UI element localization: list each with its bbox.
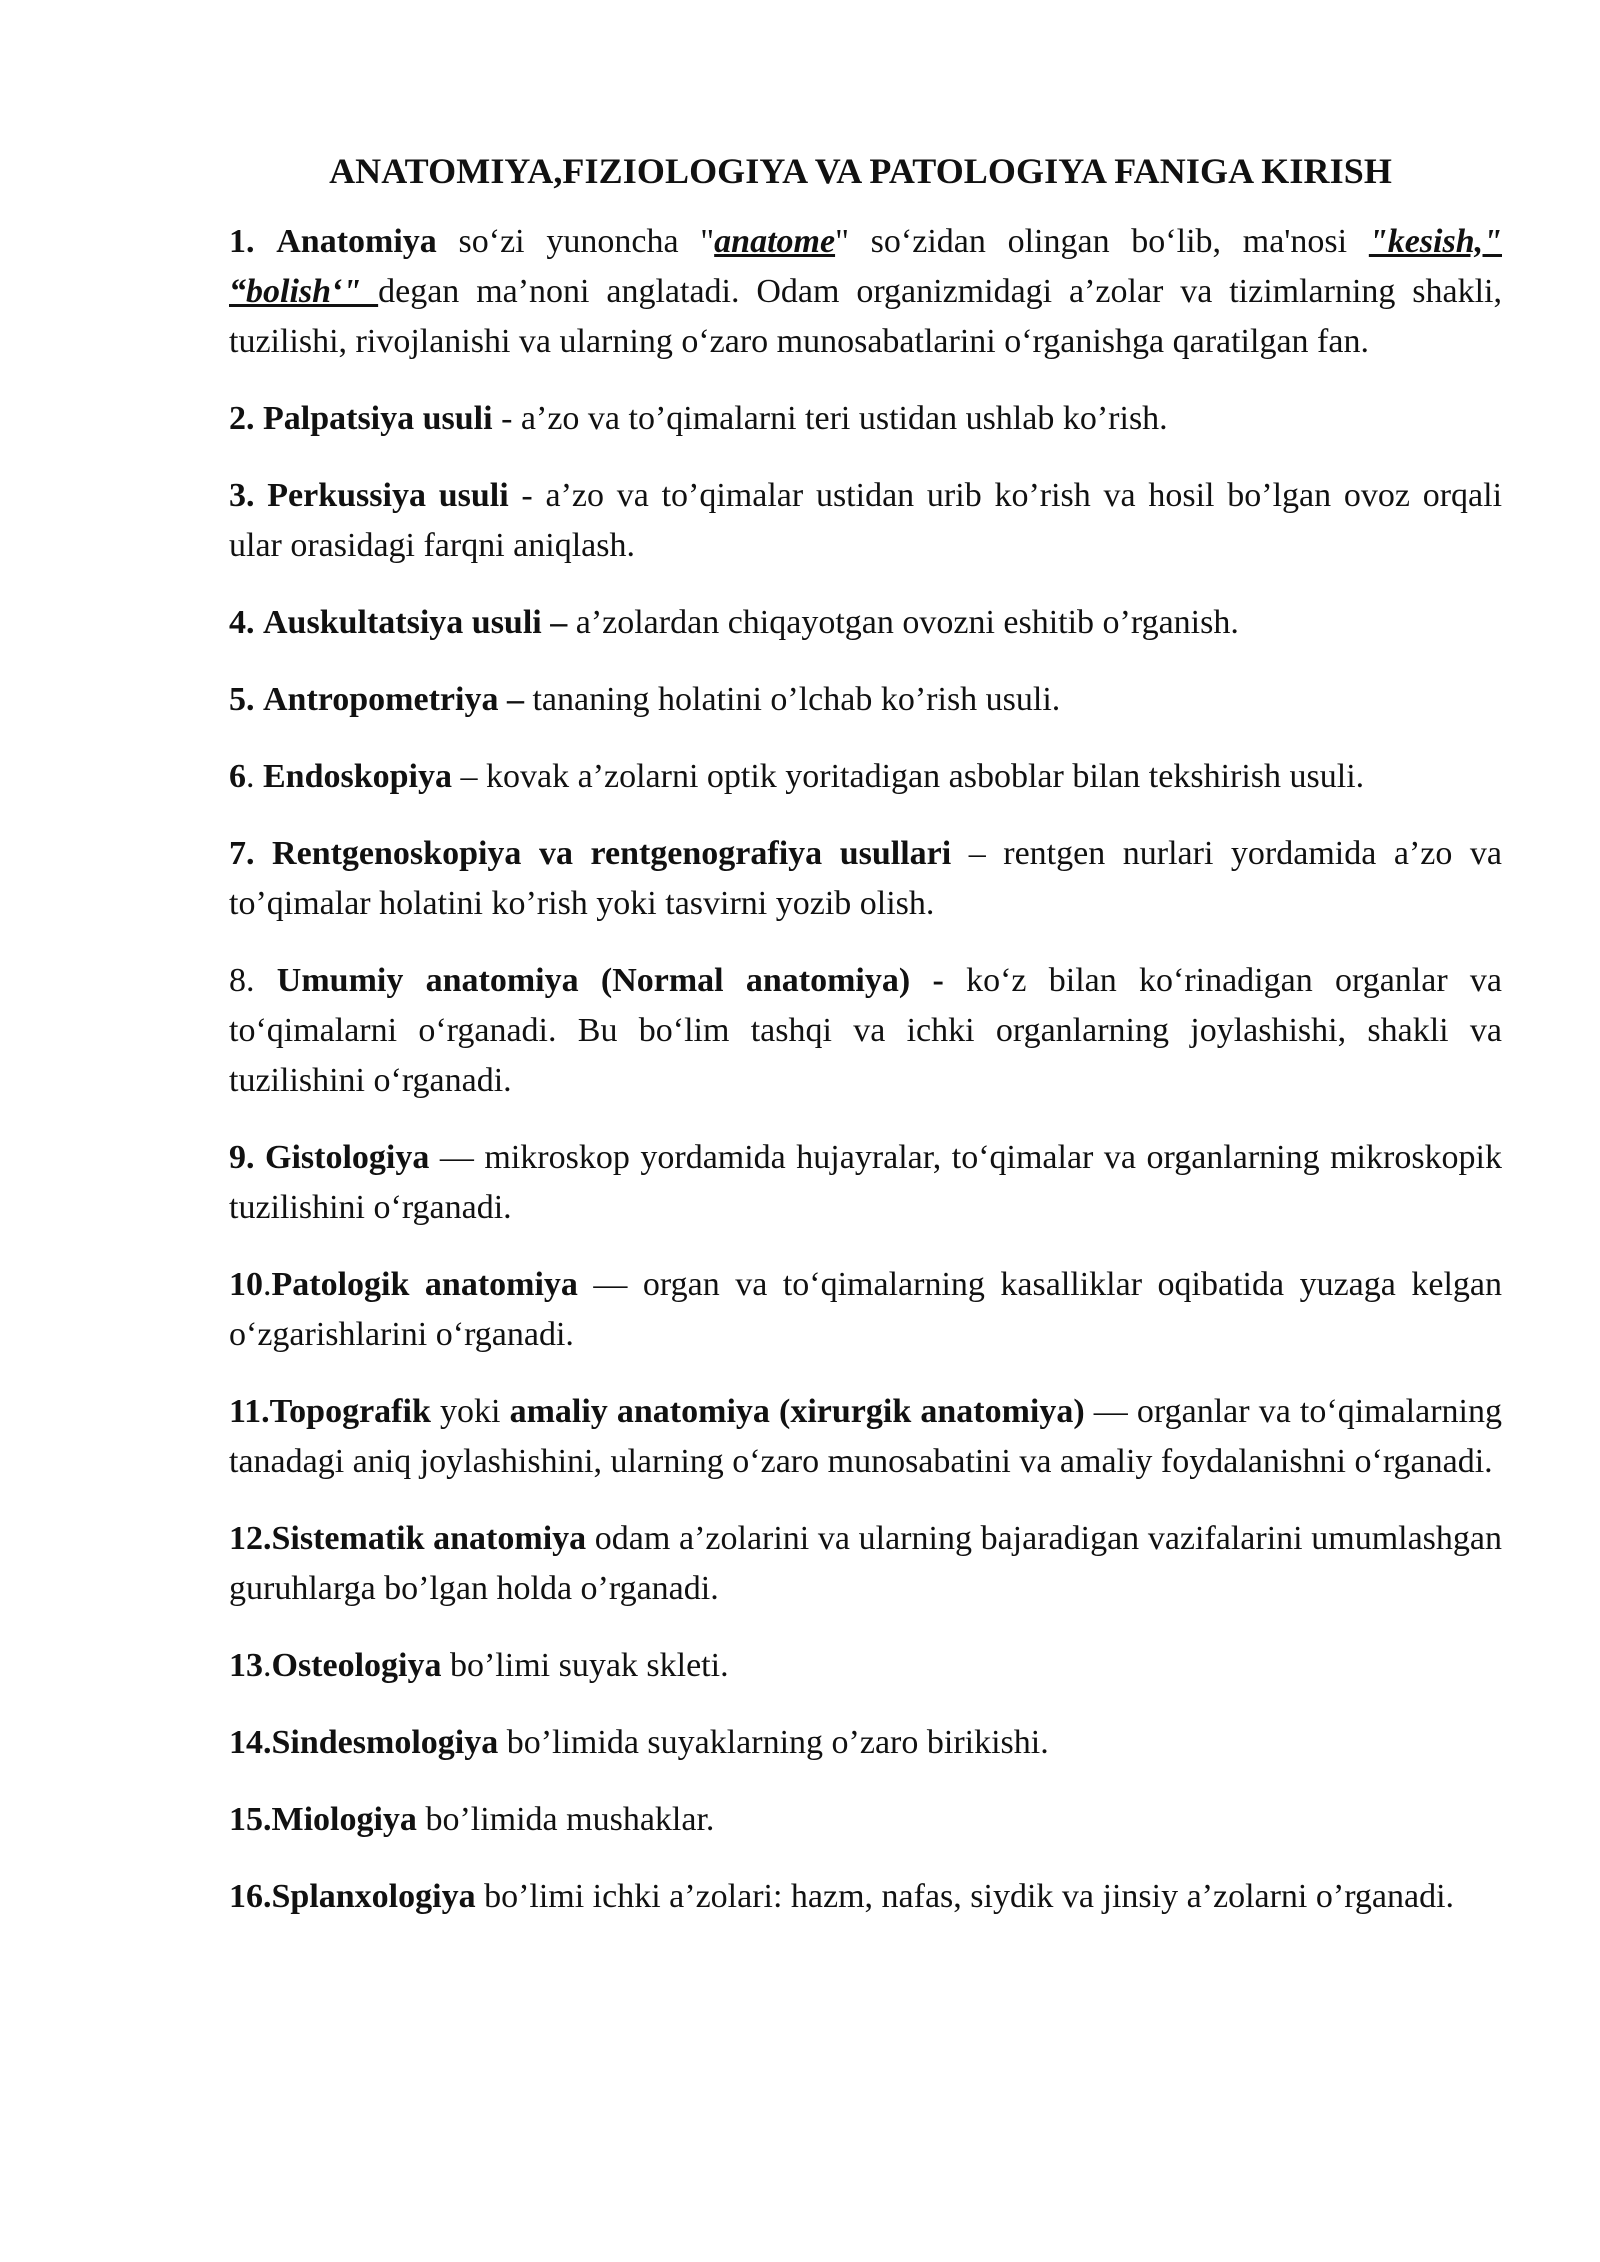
paragraph-11 xyxy=(229,1387,1502,1487)
item-text: a’zo va to’qimalarni teri ustidan ushlab ko’rish. xyxy=(520,399,1168,437)
item-term: Sistematik anatomiya xyxy=(271,1519,587,1557)
item-text: ko‘z bilan ko‘rinadigan organlar va to‘qimalarni o‘rganadi. Bu bo‘lim tashqi va ichki organlarning joylashishi, shakli va tuzilishini o‘rganadi. xyxy=(229,961,1503,1099)
paragraph-2 xyxy=(229,394,1502,444)
item-number: 9. xyxy=(229,1138,255,1176)
item-dot: . xyxy=(263,1265,272,1303)
item-text: bo’limida suyaklarning o’zaro birikishi. xyxy=(498,1723,1049,1761)
item-number: 10 xyxy=(229,1265,263,1303)
item-emphasis-meaning: "kesish," “bolish‘" xyxy=(229,222,1502,310)
item-term: Auskultatsiya usuli – xyxy=(263,603,568,641)
item-number: 4. xyxy=(229,603,255,641)
item-text: a’zo va to’qimalar ustidan urib ko’rish va hosil bo’lgan ovoz orqali ular orasidagi farqni aniqlash. xyxy=(229,476,1503,564)
item-term: Antropometriya – xyxy=(263,680,524,718)
paragraph-14 xyxy=(229,1718,1502,1768)
item-number: 5. xyxy=(229,680,255,718)
paragraph-12 xyxy=(229,1514,1502,1614)
item-emphasis-word: anatome xyxy=(714,222,836,260)
item-term: Gistologiya xyxy=(265,1138,430,1176)
paragraph-5 xyxy=(229,675,1502,725)
item-term: Endoskopiya xyxy=(263,757,452,795)
item-number: 11. xyxy=(229,1392,270,1430)
document-title: ANATOMIYA,FIZIOLOGIYA VA PATOLOGIYA FANIGA KIRISH xyxy=(329,151,1392,191)
item-number: 6 xyxy=(229,757,246,795)
item-text: — mikroskop yordamida hujayralar, to‘qimalar va organlarning mikroskopik tuzilishini o‘rganadi. xyxy=(229,1138,1503,1226)
item-text: — organlar va to‘qimalarning tanadagi aniq joylashishini, ularning o‘zaro munosabatini va amaliy foydalanishni o‘rganadi. xyxy=(229,1392,1502,1480)
item-number: 14. xyxy=(229,1723,272,1761)
paragraph-16 xyxy=(229,1872,1502,1922)
item-dot: . xyxy=(246,757,263,795)
item-text: a’zolardan chiqayotgan ovozni eshitib o’rganish. xyxy=(567,603,1239,641)
item-number: 16. xyxy=(229,1877,272,1915)
paragraph-4 xyxy=(229,598,1502,648)
paragraph-3 xyxy=(229,471,1502,571)
paragraph-1 xyxy=(229,217,1502,367)
item-term-2: amaliy anatomiya (xirurgik anatomiya) xyxy=(509,1392,1085,1430)
item-text: so‘zi yunoncha " xyxy=(436,222,715,260)
item-separator: - xyxy=(508,476,546,514)
paragraph-15 xyxy=(229,1795,1502,1845)
item-term: Topografik xyxy=(269,1392,431,1430)
item-number: 7. xyxy=(229,834,255,872)
item-number: 12. xyxy=(229,1519,272,1557)
item-number: 13 xyxy=(229,1646,263,1684)
item-term: Osteologiya xyxy=(271,1646,442,1684)
item-separator: - xyxy=(492,399,521,437)
item-text: — organ va to‘qimalarning kasalliklar oqibatida yuzaga kelgan o‘zgarishlarini o‘rganadi. xyxy=(229,1265,1502,1353)
item-text: bo’limi ichki a’zolari: hazm, nafas, siydik va jinsiy a’zolarni o’rganadi. xyxy=(475,1877,1455,1915)
paragraph-9 xyxy=(229,1133,1502,1233)
item-term: Sindesmologiya xyxy=(271,1723,499,1761)
item-text: – kovak a’zolarni optik yoritadigan asboblar bilan tekshirish usuli. xyxy=(452,757,1365,795)
item-number: 8. xyxy=(229,961,255,999)
item-connector: yoki xyxy=(430,1392,510,1430)
item-term: Perkussiya usuli xyxy=(267,476,509,514)
paragraph-13 xyxy=(229,1641,1502,1691)
item-term: Rentgenoskopiya va rentgenografiya usullari xyxy=(272,834,952,872)
paragraph-6 xyxy=(229,752,1502,802)
item-term: Patologik anatomiya xyxy=(271,1265,578,1303)
paragraph-7 xyxy=(229,829,1502,929)
item-number: 1. xyxy=(229,222,255,260)
item-number: 3. xyxy=(229,476,255,514)
item-text: bo’limida mushaklar. xyxy=(416,1800,715,1838)
item-dot: . xyxy=(263,1646,272,1684)
item-text: tananing holatini o’lchab ko’rish usuli. xyxy=(523,680,1061,718)
item-text: odam a’zolarini va ularning bajaradigan vazifalarini umumlashgan guruhlarga bo’lgan holda o’rganadi. xyxy=(229,1519,1503,1607)
item-text: bo’limi suyak skleti. xyxy=(441,1646,729,1684)
item-text: " so‘zidan olingan bo‘lib, ma'nosi xyxy=(835,222,1369,260)
item-number: 2. xyxy=(229,399,255,437)
item-term: Umumiy anatomiya (Normal anatomiya) - xyxy=(276,961,944,999)
paragraph-8 xyxy=(229,956,1502,1106)
item-number: 15. xyxy=(229,1800,272,1838)
item-term: Anatomiya xyxy=(276,222,437,260)
item-term: Miologiya xyxy=(271,1800,417,1838)
item-text: – rentgen nurlari yordamida a’zo va to’qimalar holatini ko’rish yoki tasvirni yozib olish. xyxy=(229,834,1503,922)
item-term: Splanxologiya xyxy=(271,1877,476,1915)
item-text: degan ma’noni anglatadi. Odam organizmidagi a’zolar va tizimlarning shakli, tuzilishi, rivojlanishi va ularning o‘zaro munosabatlarini o‘rganishga qaratilgan fan. xyxy=(229,272,1503,360)
paragraph-10 xyxy=(229,1260,1502,1360)
item-term: Palpatsiya usuli xyxy=(263,399,493,437)
